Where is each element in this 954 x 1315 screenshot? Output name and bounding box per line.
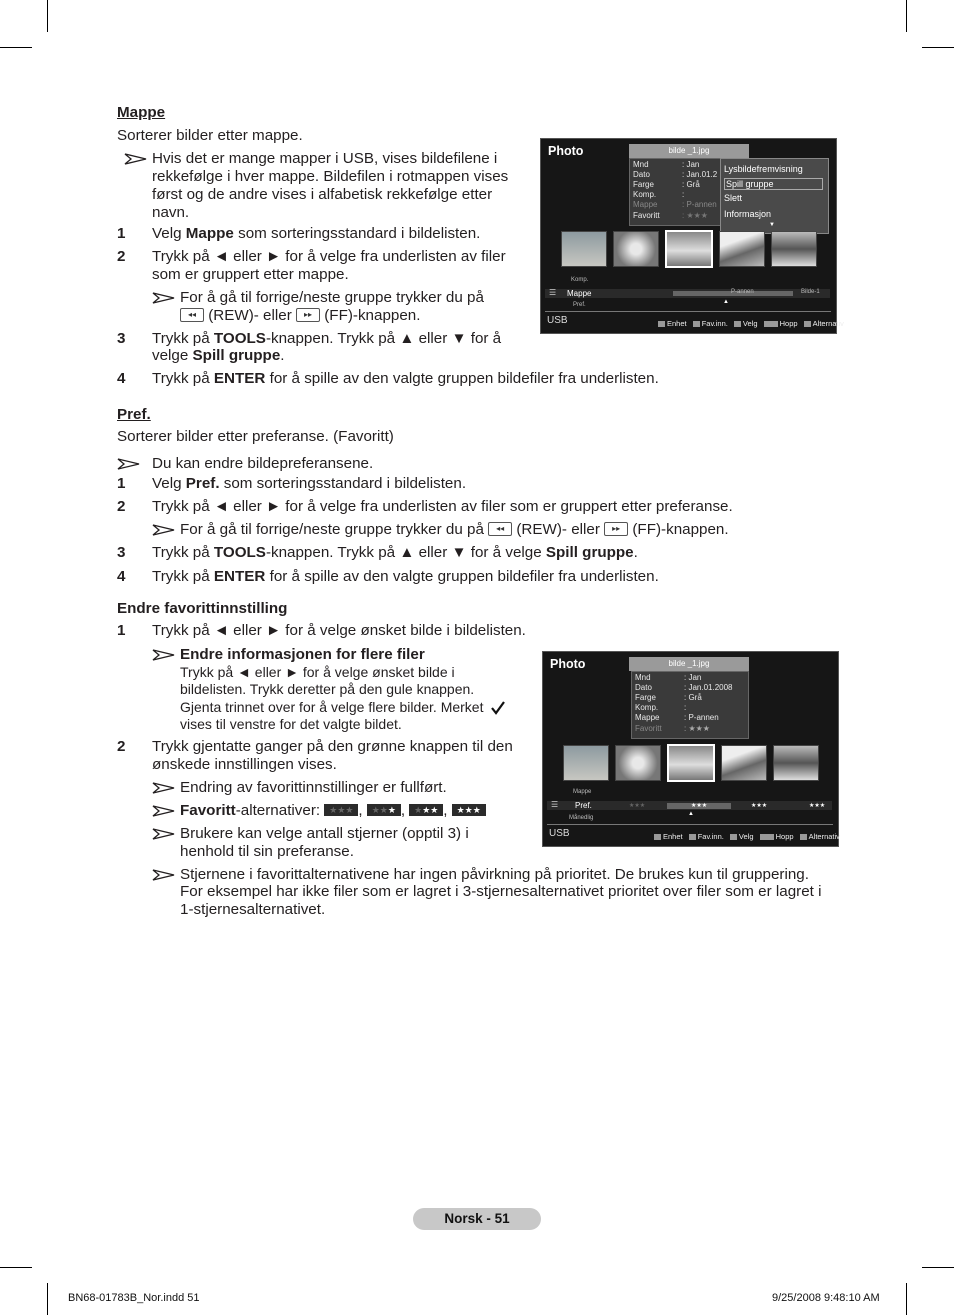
rewind-button-icon: ◂◂ xyxy=(488,522,512,536)
menu-item-play-group[interactable]: Spill gruppe xyxy=(724,178,823,190)
info-value: : Jan.01.2008 xyxy=(684,683,733,692)
info-value: : Jan xyxy=(684,673,702,682)
sort-option: Komp. xyxy=(571,277,589,283)
screen-title: Photo xyxy=(548,144,584,158)
file-name: bilde _1.jpg xyxy=(629,657,749,671)
sort-current: Pref. xyxy=(575,801,592,810)
sort-option: Månedlig xyxy=(569,815,594,821)
info-label: Farge xyxy=(635,693,656,702)
chevron-down-icon: ▼ xyxy=(769,222,775,228)
info-label: Komp. xyxy=(635,703,659,712)
info-value: : ★★★ xyxy=(682,211,708,220)
step-text: Trykk på ◄ eller ► for å velge fra underlisten av filer som er gruppert etter preferanse. xyxy=(152,498,733,515)
star-rating-3-icon: ★★★ xyxy=(452,804,486,816)
step-text: Trykk gjentatte ganger på den grønne knappen til den xyxy=(152,738,513,755)
note-arrow-icon xyxy=(152,292,176,304)
step-number: 2 xyxy=(117,248,126,265)
photo-thumbnail[interactable] xyxy=(613,231,659,267)
note-arrow-icon xyxy=(117,458,141,470)
crop-mark xyxy=(47,1283,48,1315)
section-heading-favorite: Endre favorittinnstilling xyxy=(117,600,288,617)
star-rating-2-icon: ★★★ xyxy=(409,804,443,816)
info-label: Dato xyxy=(633,170,650,179)
sort-option: Pref. xyxy=(573,302,586,308)
note-text: Hvis det er mange mapper i USB, vises bildefilene i rekkefølge i hver mappe. Bildefilen i rotmappen vises først og de andre vises i alfabetisk rekkefølge etter navn. xyxy=(152,150,509,221)
menu-item-delete[interactable]: Slett xyxy=(724,193,743,203)
crop-mark xyxy=(922,47,954,48)
step-number: 1 xyxy=(117,622,126,639)
step-number: 2 xyxy=(117,498,126,515)
step-text: som er gruppert etter mappe. xyxy=(152,266,349,283)
crop-mark xyxy=(0,47,32,48)
step-number: 2 xyxy=(117,738,126,755)
photo-thumbnail[interactable] xyxy=(771,231,817,267)
note-arrow-icon xyxy=(152,869,176,881)
checkmark-icon xyxy=(490,701,506,715)
photo-thumbnail-selected[interactable] xyxy=(667,744,715,782)
group-label: ★★★ xyxy=(629,803,646,809)
info-value: : xyxy=(682,190,685,199)
info-label: Dato xyxy=(635,683,652,692)
info-label: Mnd xyxy=(635,673,651,682)
note-text: For å gå til forrige/neste gruppe trykker du på xyxy=(180,289,484,306)
info-label: Favoritt xyxy=(635,724,662,733)
note-arrow-icon xyxy=(152,805,176,817)
sub-heading: Endre informasjonen for flere filer xyxy=(180,646,425,663)
step-text: velge Spill gruppe. xyxy=(152,347,285,364)
section-heading-mappe: Mappe xyxy=(117,104,166,121)
crop-mark xyxy=(922,1267,954,1268)
sub-text: Gjenta trinnet over for å velge flere bilder. Merket xyxy=(180,698,506,716)
star-rating-1-icon: ★★★ xyxy=(367,804,401,816)
footer-hints: Enhet Fav.inn. Velg Hopp Alternativ xyxy=(658,319,844,328)
step-text: Trykk på ENTER for å spille av den valgte gruppen bildefiler fra underlisten. xyxy=(152,370,659,387)
note-arrow-icon xyxy=(152,828,176,840)
print-date: 9/25/2008 9:48:10 AM xyxy=(772,1292,880,1304)
info-label: Favoritt xyxy=(633,211,660,220)
info-value: : xyxy=(684,703,687,712)
source-label: USB xyxy=(549,828,570,839)
note-arrow-icon xyxy=(152,782,176,794)
divider xyxy=(545,311,831,312)
step-text: ønskede innstillingen vises. xyxy=(152,756,337,773)
note-text: For eksempel har ikke filer som er lagret i 3-stjernesalternativet prioritet over filer som er lagret i xyxy=(180,883,822,900)
info-label: Mnd xyxy=(633,160,649,169)
note-text: henhold til sin preferanse. xyxy=(180,843,354,860)
info-value: : P-annen xyxy=(682,200,717,209)
info-value: : Grå xyxy=(684,693,702,702)
group-label: Bilde-1 xyxy=(801,289,820,295)
crop-mark xyxy=(0,1267,32,1268)
info-label: Farge xyxy=(633,180,654,189)
step-number: 1 xyxy=(117,225,126,242)
note-text: Favoritt-alternativer: ★★★ , ★★★ , ★★★ , ★★★ xyxy=(180,802,486,820)
info-label: Komp. xyxy=(633,190,657,199)
list-icon: ☰ xyxy=(551,800,559,809)
sort-option: Mappe xyxy=(573,789,592,795)
note-text: For å gå til forrige/neste gruppe trykker du på ◂◂ (REW)- eller ▸▸ (FF)-knappen. xyxy=(180,521,729,538)
rewind-button-icon: ◂◂ xyxy=(180,308,204,322)
photo-thumbnail[interactable] xyxy=(563,745,609,781)
photo-thumbnail[interactable] xyxy=(615,745,661,781)
photo-thumbnail-selected[interactable] xyxy=(665,230,713,268)
info-value: : ★★★ xyxy=(684,724,710,733)
note-arrow-icon xyxy=(124,153,148,165)
sub-text: bildelisten. Trykk deretter på den gule knappen. xyxy=(180,681,475,697)
info-panel xyxy=(629,158,721,226)
source-label: USB xyxy=(547,315,568,326)
screen-title: Photo xyxy=(550,657,586,671)
step-number: 3 xyxy=(117,544,126,561)
note-text: Stjernene i favorittalternativene har ingen påvirkning på prioritet. De brukes kun til gruppering. xyxy=(180,866,809,883)
up-arrow-icon: ▲ xyxy=(688,811,694,817)
step-number: 4 xyxy=(117,370,126,387)
info-value: : Jan xyxy=(682,160,700,169)
info-panel xyxy=(631,671,749,739)
note-text: Brukere kan velge antall stjerner (opptil 3) i xyxy=(180,825,469,842)
menu-item-slideshow[interactable]: Lysbildefremvisning xyxy=(724,164,803,174)
photo-thumbnail[interactable] xyxy=(721,745,767,781)
note-text: Du kan endre bildepreferansene. xyxy=(152,455,374,472)
note-text: Endring av favorittinnstillinger er fullført. xyxy=(180,779,447,796)
step-text: Trykk på ◄ eller ► for å velge ønsket bilde i bildelisten. xyxy=(152,622,526,639)
step-text: Velg Mappe som sorteringsstandard i bildelisten. xyxy=(152,225,481,242)
star-rating-0-icon: ★★★ xyxy=(324,804,358,816)
group-label: ★★★ xyxy=(809,803,826,809)
group-label: P-annen xyxy=(731,289,754,295)
info-value: : Grå xyxy=(682,180,700,189)
note-arrow-icon xyxy=(152,524,176,536)
menu-item-information[interactable]: Informasjon xyxy=(724,209,772,219)
section-heading-pref: Pref. xyxy=(117,406,151,423)
section-intro: Sorterer bilder etter mappe. xyxy=(117,127,303,144)
step-number: 1 xyxy=(117,475,126,492)
step-text: Trykk på ENTER for å spille av den valgte gruppen bildefiler fra underlisten. xyxy=(152,568,659,585)
file-info: BN68-01783B_Nor.indd 51 xyxy=(68,1292,200,1304)
crop-mark xyxy=(906,0,907,32)
photo-thumbnail[interactable] xyxy=(561,231,607,267)
crop-mark xyxy=(906,1283,907,1315)
group-label: ★★★ xyxy=(751,803,768,809)
step-text: Velg Pref. som sorteringsstandard i bildelisten. xyxy=(152,475,467,492)
photo-thumbnail[interactable] xyxy=(719,231,765,267)
step-number: 3 xyxy=(117,330,126,347)
step-text: Trykk på ◄ eller ► for å velge fra underlisten av filer xyxy=(152,248,506,265)
up-arrow-icon: ▲ xyxy=(723,299,729,305)
divider xyxy=(547,824,833,825)
tools-menu xyxy=(720,158,829,234)
footer-hints: Enhet Fav.inn. Velg Hopp Alternativ xyxy=(654,832,840,841)
info-value: : Jan.01.2 xyxy=(682,170,718,179)
note-text: ◂◂ (REW)- eller ▸▸ (FF)-knappen. xyxy=(180,307,420,325)
step-number: 4 xyxy=(117,568,126,585)
note-arrow-icon xyxy=(152,649,176,661)
info-value: : P-annen xyxy=(684,713,719,722)
group-label: ★★★ xyxy=(691,803,708,809)
file-name: bilde _1.jpg xyxy=(629,144,749,158)
photo-thumbnail[interactable] xyxy=(773,745,819,781)
tv-screenshot-favorite xyxy=(542,651,839,847)
crop-mark xyxy=(47,0,48,32)
page-number-badge: Norsk - 51 xyxy=(413,1208,541,1230)
section-intro: Sorterer bilder etter preferanse. (Favoritt) xyxy=(117,428,394,445)
note-text: 1-stjernesalternativet. xyxy=(180,901,326,918)
info-label: Mappe xyxy=(633,200,658,209)
sub-text: vises til venstre for det valgte bildet. xyxy=(180,716,402,732)
step-text: Trykk på TOOLS-knappen. Trykk på ▲ eller ▼ for å xyxy=(152,330,502,347)
sort-current: Mappe xyxy=(567,289,592,298)
fast-forward-button-icon: ▸▸ xyxy=(296,308,320,322)
list-icon: ☰ xyxy=(549,288,557,297)
step-text: Trykk på TOOLS-knappen. Trykk på ▲ eller ▼ for å velge Spill gruppe. xyxy=(152,544,638,561)
sub-text: Trykk på ◄ eller ► for å velge ønsket bilde i xyxy=(180,664,455,680)
info-label: Mappe xyxy=(635,713,660,722)
fast-forward-button-icon: ▸▸ xyxy=(604,522,628,536)
tv-screenshot-mappe xyxy=(540,138,844,334)
